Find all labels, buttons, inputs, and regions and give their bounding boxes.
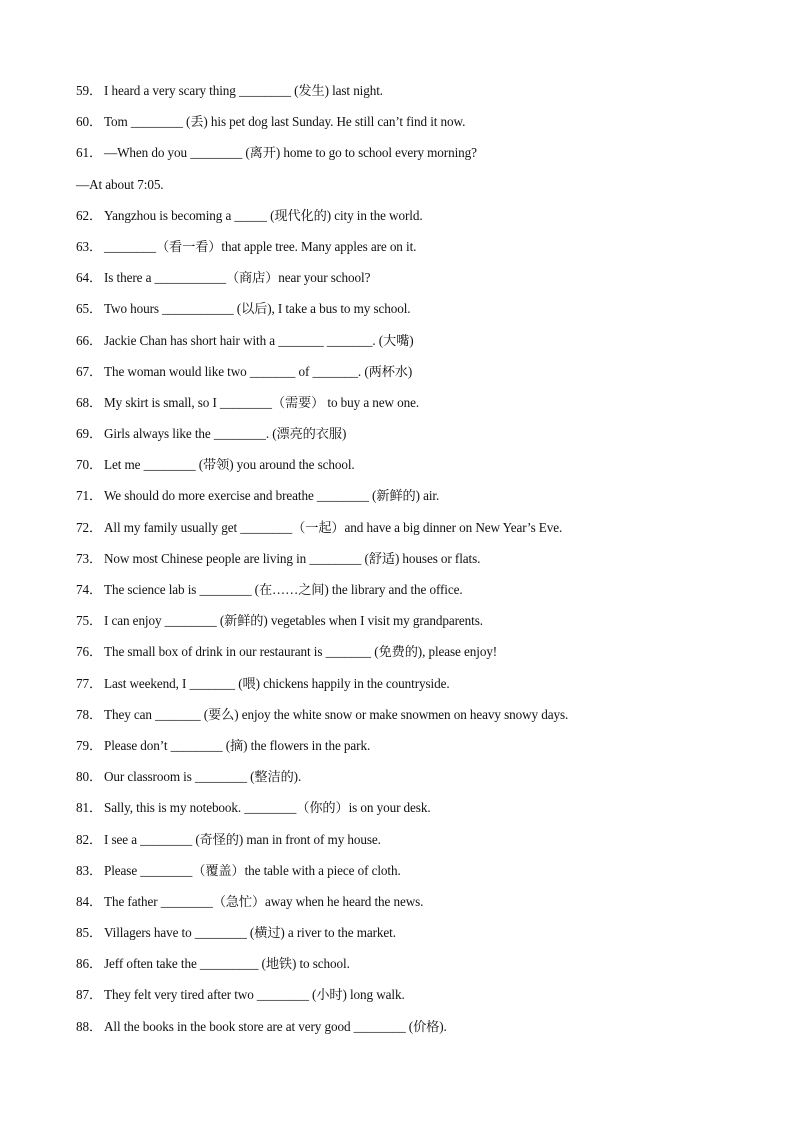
question-line [76,675,766,706]
question-line [76,269,766,300]
question-number: 82． [76,831,103,847]
question-text: The small box of drink in our restaurant is _______ (免费的), please enjoy! [104,644,498,660]
question-text: Now most Chinese people are living in ________ (舒适) houses or flats. [104,550,481,566]
question-line [76,986,766,1017]
question-text: Jeff often take the _________ (地铁) to school. [104,956,350,972]
question-line [76,82,766,113]
question-line [76,456,766,487]
question-line [76,332,766,363]
question-number: 84． [76,893,103,909]
question-text: Tom ________ (丢) his pet dog last Sunday. He still can’t find it now. [104,114,466,130]
question-number: 61． [76,145,103,161]
question-text: I heard a very scary thing ________ (发生) last night. [104,83,383,98]
question-number: 72． [76,519,103,535]
question-number: 66． [76,332,103,348]
question-line [76,706,766,737]
question-text: The science lab is ________ (在……之间) the library and the office. [104,582,463,597]
question-text: Villagers have to ________ (横过) a river to the market. [104,925,396,941]
question-number: 63． [76,238,103,254]
question-number: 74． [76,582,103,597]
question-text: They can _______ (要么) enjoy the white snow or make snowmen on heavy snowy days. [104,706,569,722]
question-text: Sally, this is my notebook. ________（你的）is on your desk. [104,800,431,816]
question-line [76,519,766,550]
question-number: 76． [76,644,103,660]
question-line [76,799,766,830]
question-number: 73． [76,550,103,566]
question-text: ________（看一看）that apple tree. Many apples are on it. [104,238,417,254]
question-number: 79． [76,737,103,753]
question-text: —At about 7:05. [76,176,164,192]
question-number: 62． [76,207,103,223]
question-text: We should do more exercise and breathe ________ (新鲜的) air. [104,488,440,504]
question-line [76,862,766,893]
question-line [76,612,766,643]
question-line [76,550,766,581]
question-line [76,394,766,425]
question-number: 88． [76,1018,103,1034]
question-number: 78． [76,706,103,722]
question-number: 69． [76,426,103,442]
question-text: Is there a ___________（商店）near your school? [104,270,371,286]
question-text: The woman would like two _______ of _______. (两杯水) [104,363,413,379]
question-line [76,144,766,175]
question-number: 75． [76,613,103,629]
question-number: 81． [76,800,103,816]
question-number: 64． [76,270,103,286]
question-number: 59． [76,83,103,98]
question-text: My skirt is small, so I ________（需要） to buy a new one. [104,394,420,410]
question-number: 80． [76,769,103,785]
question-text: Please don’t ________ (摘) the flowers in the park. [104,737,371,753]
question-line [76,238,766,269]
question-text: Let me ________ (带领) you around the school. [104,457,355,473]
question-text: All my family usually get ________（一起）and have a big dinner on New Year’s Eve. [104,519,563,535]
question-text: They felt very tired after two ________ (小时) long walk. [104,987,405,1003]
question-line [76,113,766,144]
question-number: 83． [76,862,103,878]
question-line [76,893,766,924]
question-number: 68． [76,394,103,410]
question-text: Our classroom is ________ (整洁的). [104,769,302,785]
question-line [76,643,766,674]
question-list [76,82,766,1049]
question-number: 70． [76,457,103,473]
question-text: I can enjoy ________ (新鲜的) vegetables when I visit my grandparents. [104,613,483,629]
question-number: 87． [76,987,103,1003]
question-line [76,207,766,238]
question-text: I see a ________ (奇怪的) man in front of my house. [104,831,381,847]
question-line [76,425,766,456]
question-text: Jackie Chan has short hair with a _______ _______. (大嘴) [104,332,414,348]
question-line [76,831,766,862]
question-number: 71． [76,488,103,504]
question-text: Yangzhou is becoming a _____ (现代化的) city in the world. [104,207,423,223]
question-text: —When do you ________ (离开) home to go to school every morning? [104,145,477,161]
question-line [76,1018,766,1049]
question-text: Two hours ___________ (以后), I take a bus to my school. [104,301,411,317]
question-text: Please ________（覆盖）the table with a piece of cloth. [104,862,401,878]
question-line [76,363,766,394]
question-number: 65． [76,301,103,317]
question-line [76,737,766,768]
question-number: 77． [76,675,103,691]
question-number: 86． [76,956,103,972]
question-text: The father ________（急忙）away when he heard the news. [104,893,424,909]
question-line [76,300,766,331]
question-text: All the books in the book store are at very good ________ (价格). [104,1018,447,1034]
question-text: Girls always like the ________. (漂亮的衣服) [104,426,347,442]
question-text: Last weekend, I _______ (喂) chickens happily in the countryside. [104,675,450,691]
question-line [76,176,766,207]
question-number: 85． [76,925,103,941]
question-line [76,768,766,799]
question-line [76,581,766,612]
question-line [76,924,766,955]
question-line [76,487,766,518]
question-number: 60． [76,114,103,130]
question-number: 67． [76,363,103,379]
question-line [76,955,766,986]
